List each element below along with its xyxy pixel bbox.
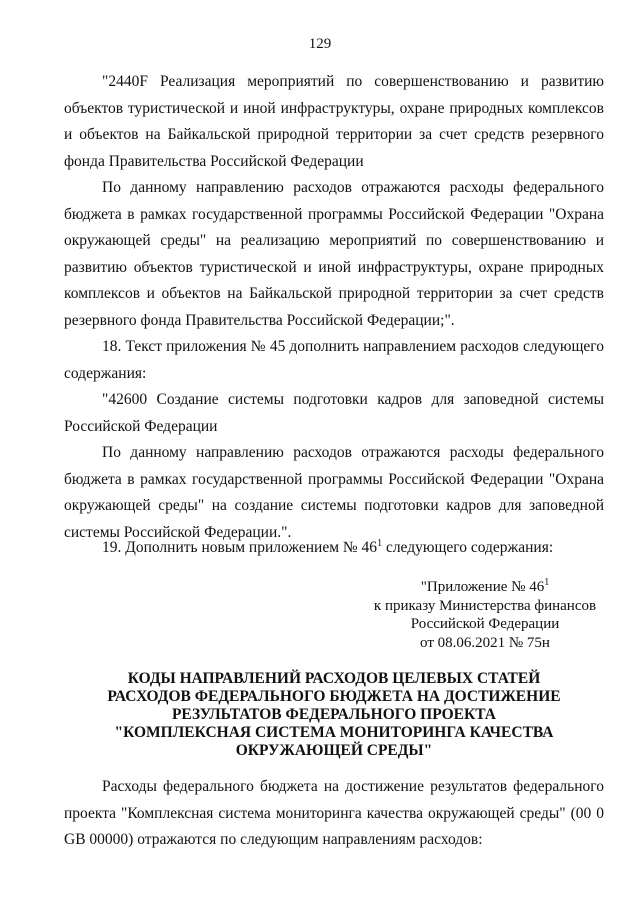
title-line-1: КОДЫ НАПРАВЛЕНИЙ РАСХОДОВ ЦЕЛЕВЫХ СТАТЕЙ <box>127 670 541 687</box>
item-19-superscript: 1 <box>377 537 383 549</box>
title-line-2: РАСХОДОВ ФЕДЕРАЛЬНОГО БЮДЖЕТА НА ДОСТИЖЕНИЕ <box>107 688 561 705</box>
appendix-line-2: к приказу Министерства финансов <box>373 597 597 614</box>
paragraph-42600: "42600 Создание системы подготовки кадров для заповедной системы Российской Федерации <box>64 391 604 435</box>
appendix-line-3: Российской Федерации <box>410 616 560 632</box>
appendix-title: "Приложение № 46 <box>420 579 545 595</box>
title-line-3: РЕЗУЛЬТАТОВ ФЕДЕРАЛЬНОГО ПРОЕКТА <box>171 706 497 723</box>
appendix-line-4: от 08.06.2021 № 75н <box>420 634 550 651</box>
appendix-header <box>360 578 610 652</box>
paragraph-2440f: "2440F Реализация мероприятий по совершенствованию и развитию объектов туристической и иной инфраструктуры, охране природных комплексов и объектов на Байкальской природной территории за счет средств резервного фонда Правительства Российской Федерации <box>64 73 604 170</box>
item-19-tail: следующего содержания: <box>382 539 554 556</box>
item-19-text: 19. Дополнить новым приложением № 46 <box>102 539 378 556</box>
appendix-superscript: 1 <box>544 577 550 588</box>
page-number: 129 <box>308 36 332 52</box>
paragraph-2440f-description: По данному направлению расходов отражаются расходы федерального бюджета в рамках государственной программы Российской Федерации "Охрана окружающей среды" на реализацию мероприятий по совершенствованию и развитию объектов туристической и иной инфраструктуры, охране природных комплексов и объектов на Байкальской природной территории за счет средств резервного фонда Правительства Российской Федерации;". <box>64 179 604 329</box>
appendix-line-1 <box>360 578 610 597</box>
title-line-4: "КОМПЛЕКСНАЯ СИСТЕМА МОНИТОРИНГА КАЧЕСТВА <box>114 724 554 741</box>
title-line-5: ОКРУЖАЮЩЕЙ СРЕДЫ" <box>235 742 433 759</box>
paragraph-item-18: 18. Текст приложения № 45 дополнить направлением расходов следующего содержания: <box>64 338 604 382</box>
paragraph-item-19 <box>64 535 604 562</box>
paragraph-42600-description: По данному направлению расходов отражаются расходы федерального бюджета в рамках государственной программы Российской Федерации "Охрана окружающей среды" на создание системы подготовки кадров для заповедной системы Российской Федерации.". <box>64 444 604 541</box>
final-paragraph: Расходы федерального бюджета на достижение результатов федерального проекта "Комплексная система мониторинга качества окружающей среды" (00 0 GB 00000) отражаются по следующим направлениям расходов: <box>64 778 604 848</box>
section-title <box>64 670 604 760</box>
